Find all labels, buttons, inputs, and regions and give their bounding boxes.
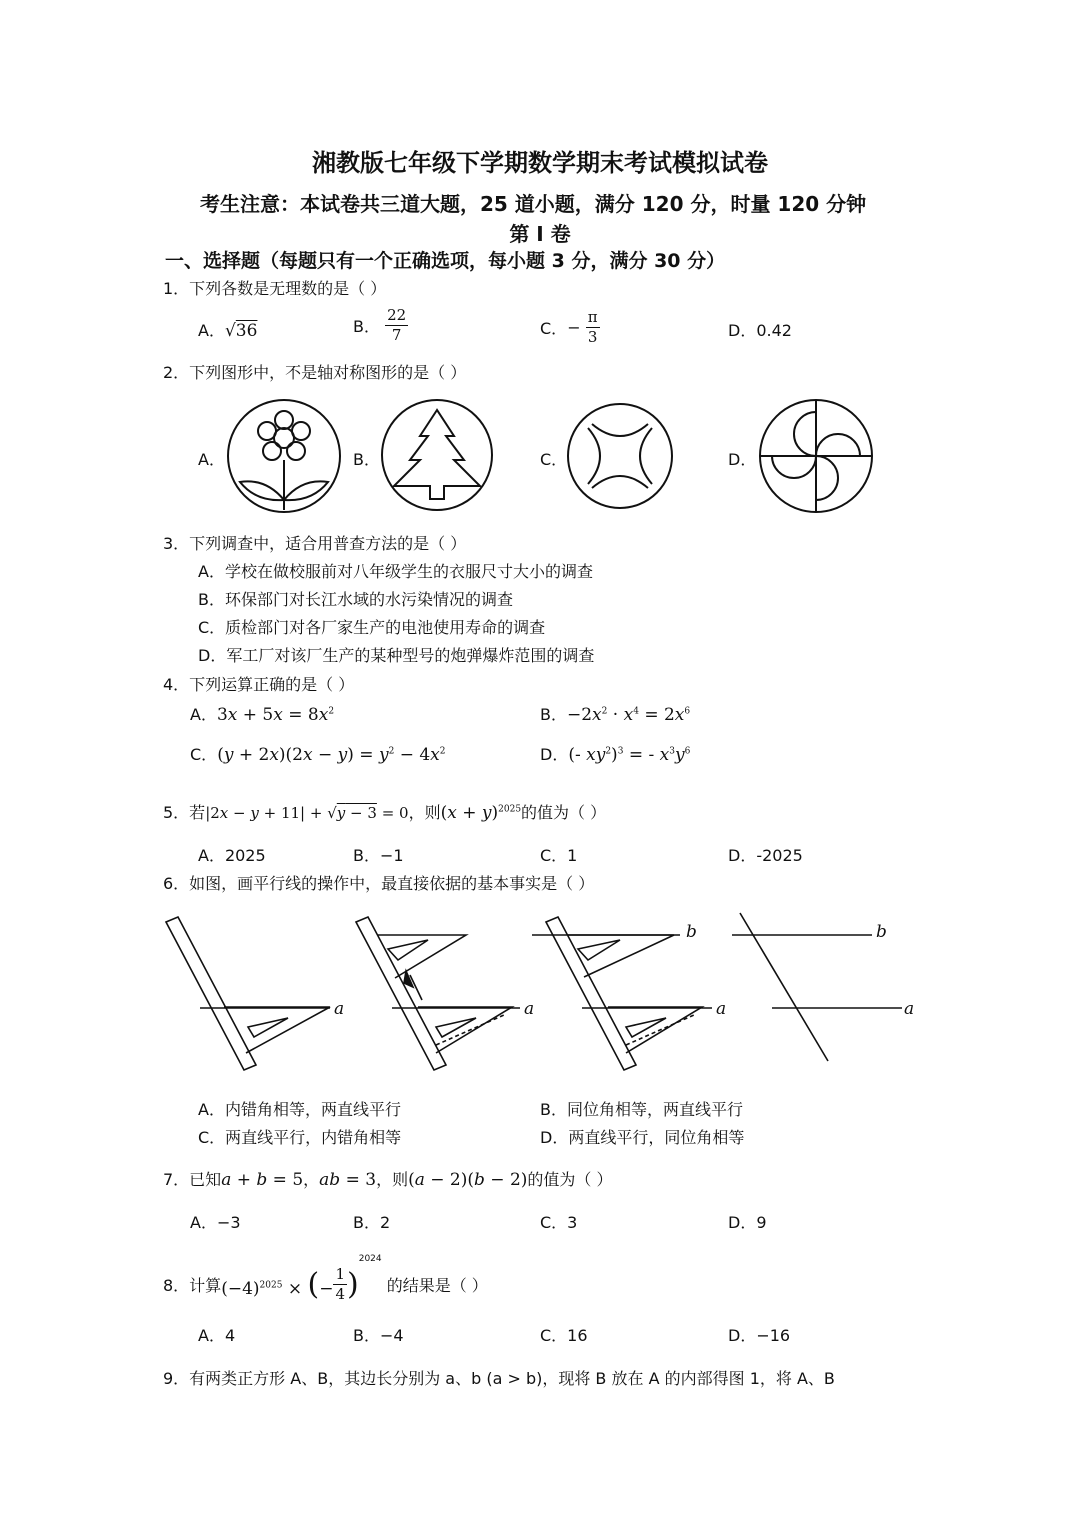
question-4-stem: 4．下列运算正确的是（ ）: [163, 675, 355, 694]
question-2-option-a: A．: [198, 450, 225, 469]
flower-figure: [226, 398, 342, 514]
question-7-option-b: B．2: [353, 1213, 391, 1232]
concave-square-figure: [566, 402, 674, 510]
label-b-3: b: [686, 922, 697, 942]
question-5-option-b: B．−1: [353, 846, 404, 865]
volume-label: 第 I 卷: [509, 222, 571, 246]
question-2-option-c: C．: [540, 450, 568, 469]
question-3-option-b: B．环保部门对长江水域的水污染情况的调查: [198, 590, 513, 609]
question-3-option-a: A．学校在做校服前对八年级学生的衣服尺寸大小的调查: [198, 562, 593, 581]
question-1-stem: 1．下列各数是无理数的是（ ）: [163, 279, 387, 298]
question-4-option-d: D．(- $xy^2)^3$ = - $x^3y^6$: [540, 745, 691, 765]
panel-1: [166, 917, 344, 1070]
question-8-option-a: A．4: [198, 1326, 236, 1345]
question-4-option-b: B．$-2x^2 \cdot x^4 = 2x^6$: [540, 705, 691, 725]
question-1-option-a: A．√36: [198, 321, 258, 341]
question-8-option-d: D．−16: [728, 1326, 791, 1345]
question-8-option-b: B．−4: [353, 1326, 404, 1345]
question-6-option-a: A．内错角相等，两直线平行: [198, 1100, 401, 1119]
question-6-option-b: B．同位角相等，两直线平行: [540, 1100, 743, 1119]
question-8-stem: 8．计算$(-4)^{2025}$ × (− $\frac{1}{4}$ )$^{2024}$ 的结果是（ ）: [163, 1254, 488, 1303]
question-3-option-c: C．质检部门对各厂家生产的电池使用寿命的调查: [198, 618, 546, 637]
question-3-option-d: D．军工厂对该厂生产的某种型号的炮弹爆炸范围的调查: [198, 646, 595, 665]
question-5-option-a: A．2025: [198, 846, 266, 865]
tree-figure: [380, 398, 494, 512]
label-b-4: b: [876, 922, 887, 942]
panel-3: [532, 917, 726, 1070]
label-a-3: a: [716, 999, 727, 1019]
question-7-stem: 7．已知a + b = 5，ab = 3，则(a − 2)(b − 2)的值为（ ）: [163, 1170, 613, 1190]
question-5-option-d: D．-2025: [728, 846, 803, 865]
panel-4: [732, 913, 914, 1061]
label-a-4: a: [904, 999, 915, 1019]
question-6-stem: 6．如图，画平行线的操作中，最直接依据的基本事实是（ ）: [163, 874, 595, 893]
question-2-stem: 2．下列图形中，不是轴对称图形的是（ ）: [163, 363, 467, 382]
question-9-stem: 9．有两类正方形 A、B，其边长分别为 a、b (a > b)，现将 B 放在 A 的内部得图 1，将 A、B: [163, 1369, 835, 1388]
question-1-option-c: C．− $\frac{\pi}{3}$: [540, 308, 598, 346]
label-a-2: a: [524, 999, 535, 1019]
question-4-option-c: C．$(y + 2x)(2x - y) = y^2 - 4x^2$: [190, 745, 446, 765]
question-5-option-c: C．1: [540, 846, 578, 865]
question-7-option-c: C．3: [540, 1213, 578, 1232]
question-8-option-c: C．16: [540, 1326, 588, 1345]
question-2-option-b: B．: [353, 450, 380, 469]
question-3-stem: 3．下列调查中，适合用普查方法的是（ ）: [163, 534, 467, 553]
pinwheel-figure: [756, 398, 876, 514]
question-4-option-a: A．$3x + 5x = 8x^2$: [190, 705, 335, 725]
question-1-option-b: B． $\frac{22}{7}$: [353, 306, 407, 344]
question-6-option-c: C．两直线平行，内错角相等: [198, 1128, 402, 1147]
panel-2: [356, 917, 534, 1070]
question-7-option-d: D．9: [728, 1213, 767, 1232]
question-5-stem: 5．若|2x − y + 11| + √y − 3 = 0，则$(x + y)^{2025}$的值为（ ）: [163, 803, 607, 823]
section-heading: 一、选择题（每题只有一个正确选项，每小题 3 分，满分 30 分）: [165, 250, 726, 272]
question-1-option-d: D．0.42: [728, 321, 792, 340]
exam-notice: 考生注意：本试卷共三道大题，25 道小题，满分 120 分，时量 120 分钟: [200, 192, 867, 216]
question-6-option-d: D．两直线平行，同位角相等: [540, 1128, 745, 1147]
question-7-option-a: A．−3: [190, 1213, 241, 1232]
page-title: 湘教版七年级下学期数学期末考试模拟试卷: [312, 149, 768, 177]
label-a-1: a: [334, 999, 345, 1019]
question-2-option-d: D．: [728, 450, 757, 469]
parallel-lines-construction-figure: [160, 905, 920, 1075]
